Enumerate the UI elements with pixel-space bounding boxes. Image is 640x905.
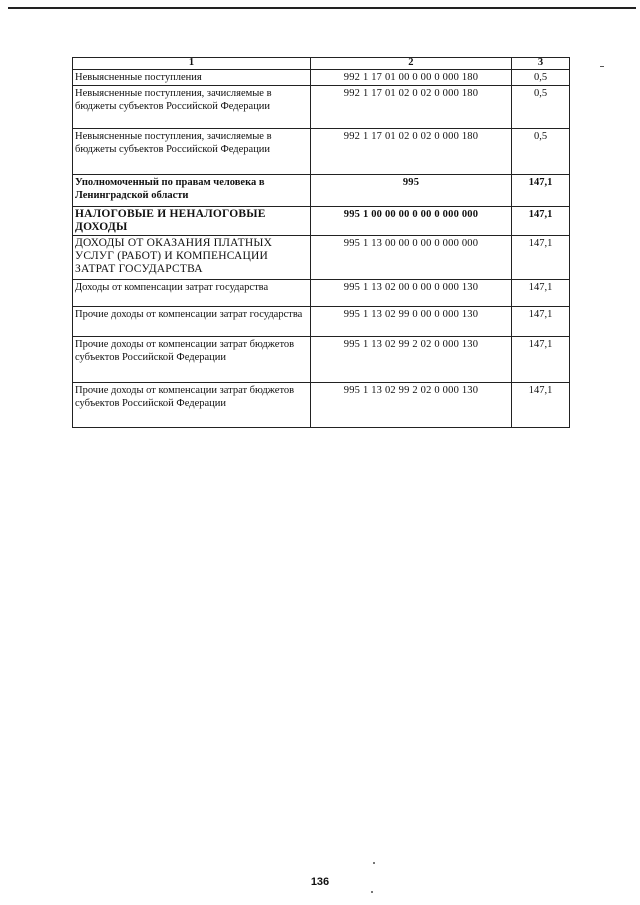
table-row — [73, 307, 570, 337]
row-amount: 147,1 — [512, 207, 570, 236]
table-row-section — [73, 175, 570, 207]
row-code: 992 1 17 01 02 0 02 0 000 180 — [311, 129, 512, 175]
row-code: 995 1 13 02 00 0 00 0 000 130 — [311, 280, 512, 307]
table-row — [73, 70, 570, 86]
row-code: 995 1 00 00 00 0 00 0 000 000 — [311, 207, 512, 236]
row-code: 995 — [311, 175, 512, 207]
row-code: 995 1 13 02 99 0 00 0 000 130 — [311, 307, 512, 337]
row-code: 992 1 17 01 00 0 00 0 000 180 — [311, 70, 512, 86]
table-row-section — [73, 207, 570, 236]
row-amount: 147,1 — [512, 175, 570, 207]
row-name: Невыясненные поступления, зачисляемые в бюджеты субъектов Российской Федерации — [73, 86, 311, 129]
row-amount: 147,1 — [512, 337, 570, 383]
column-header-2: 2 — [311, 58, 512, 70]
row-code: 995 1 13 02 99 2 02 0 000 130 — [311, 383, 512, 428]
row-code: 995 1 13 02 99 2 02 0 000 130 — [311, 337, 512, 383]
row-name: Прочие доходы от компенсации затрат государства — [73, 307, 311, 337]
row-name: Невыясненные поступления, зачисляемые в бюджеты субъектов Российской Федерации — [73, 129, 311, 175]
scan-speck — [373, 862, 375, 864]
table-row — [73, 337, 570, 383]
table-header-row — [73, 58, 570, 70]
table-row — [73, 383, 570, 428]
row-amount: 0,5 — [512, 70, 570, 86]
row-amount: 147,1 — [512, 236, 570, 280]
table-row — [73, 280, 570, 307]
row-name: Уполномоченный по правам человека в Ленинградской области — [73, 175, 311, 207]
table-row — [73, 236, 570, 280]
scan-speck — [371, 891, 373, 893]
row-amount: 147,1 — [512, 383, 570, 428]
row-name: ДОХОДЫ ОТ ОКАЗАНИЯ ПЛАТНЫХ УСЛУГ (РАБОТ) И КОМПЕНСАЦИИ ЗАТРАТ ГОСУДАРСТВА — [73, 236, 311, 280]
scan-mark — [600, 66, 604, 67]
row-amount: 0,5 — [512, 86, 570, 129]
row-name: Доходы от компенсации затрат государства — [73, 280, 311, 307]
column-header-1: 1 — [73, 58, 311, 70]
top-border-line — [8, 7, 636, 9]
revenue-table — [72, 57, 570, 428]
page-number: 136 — [310, 876, 330, 888]
table-row — [73, 129, 570, 175]
row-amount: 147,1 — [512, 307, 570, 337]
row-name: Невыясненные поступления — [73, 70, 311, 86]
row-code: 992 1 17 01 02 0 02 0 000 180 — [311, 86, 512, 129]
row-name: Прочие доходы от компенсации затрат бюджетов субъектов Российской Федерации — [73, 383, 311, 428]
row-name: НАЛОГОВЫЕ И НЕНАЛОГОВЫЕ ДОХОДЫ — [73, 207, 311, 236]
row-amount: 147,1 — [512, 280, 570, 307]
table-row — [73, 86, 570, 129]
row-name: Прочие доходы от компенсации затрат бюджетов субъектов Российской Федерации — [73, 337, 311, 383]
row-code: 995 1 13 00 00 0 00 0 000 000 — [311, 236, 512, 280]
column-header-3: 3 — [512, 58, 570, 70]
row-amount: 0,5 — [512, 129, 570, 175]
